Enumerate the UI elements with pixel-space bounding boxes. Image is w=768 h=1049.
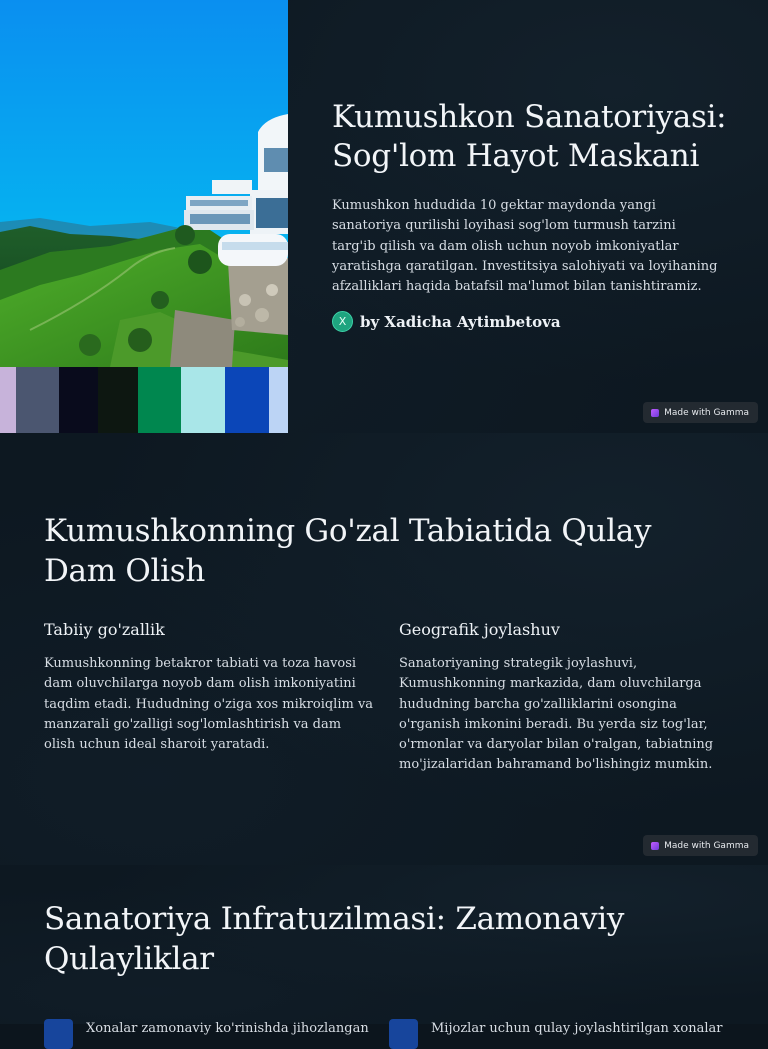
gamma-logo-icon <box>651 842 659 850</box>
column-text: Sanatoriyaning strategik joylashuvi, Kumushkonning markazida, dam oluvchilarga hududning barcha go'zalliklarini osongina o'rganish imkonini beradi. Bu yerda siz tog'lar, o'rmonlar va daryolar bilan o'ralgan, tabiatning mo'jizalaridan bahramand bo'lishingiz mumkin. <box>399 656 714 773</box>
section-title: Sanatoriya Infratuzilmasi: Zamonaviy Qulayliklar <box>44 901 625 977</box>
intro-paragraph: Kumushkon hududida 10 gektar maydonda yangi sanatoriya qurilishi loyihasi sog'lom turmush tarzini targ'ib qilish va dam olish uchun noyob imkoniyatlar yaratishga qaratilgan. Investitsiya salohiyati va loyihaning afzalliklari haqida batafsil ma'lumot bilan tanishtiramiz. <box>332 198 718 295</box>
bed-icon <box>389 1019 418 1049</box>
title-slide <box>0 0 768 433</box>
author-byline <box>332 311 561 332</box>
palette-swatch <box>225 367 269 433</box>
author-name: by Xadicha Aytimbetova <box>360 312 561 331</box>
column-natural-beauty <box>44 619 374 755</box>
made-with-gamma-badge[interactable] <box>643 835 758 856</box>
sanatorium-photo <box>0 0 288 367</box>
column-heading: Geografik joylashuv <box>399 620 560 639</box>
infrastructure-slide <box>0 865 768 1036</box>
feature-text: Mijozlar uchun qulay joylashtirilgan xonalar <box>431 1021 723 1036</box>
badge-label: Made with Gamma <box>664 407 749 418</box>
palette-swatch <box>269 367 288 433</box>
made-with-gamma-badge[interactable] <box>643 402 758 423</box>
page-title: Kumushkon Sanatoriyasi: Sog'lom Hayot Maskani <box>332 99 727 174</box>
palette-swatch <box>59 367 98 433</box>
column-heading: Tabiiy go'zallik <box>44 620 165 639</box>
avatar: X <box>332 311 353 332</box>
color-palette <box>0 367 288 433</box>
badge-label: Made with Gamma <box>664 840 749 851</box>
column-geographic-location <box>399 619 729 776</box>
palette-swatch <box>181 367 225 433</box>
gamma-logo-icon <box>651 409 659 417</box>
palette-swatch <box>98 367 138 433</box>
palette-swatch <box>138 367 181 433</box>
room-icon <box>44 1019 73 1049</box>
nature-slide <box>0 433 768 865</box>
palette-swatch <box>0 367 16 433</box>
column-text: Kumushkonning betakror tabiati va toza havosi dam oluvchilarga noyob dam olish imkoniyatini taqdim etadi. Hududning o'ziga xos mikroiqlim va manzarali go'zalligi sog'lomlashtirish va dam olish uchun ideal sharoit yaratadi. <box>44 656 374 753</box>
feature-text: Xonalar zamonaviy ko'rinishda jihozlangan <box>86 1021 369 1036</box>
palette-swatch <box>16 367 59 433</box>
section-title: Kumushkonning Go'zal Tabiatida Qulay Dam Olish <box>44 513 652 589</box>
